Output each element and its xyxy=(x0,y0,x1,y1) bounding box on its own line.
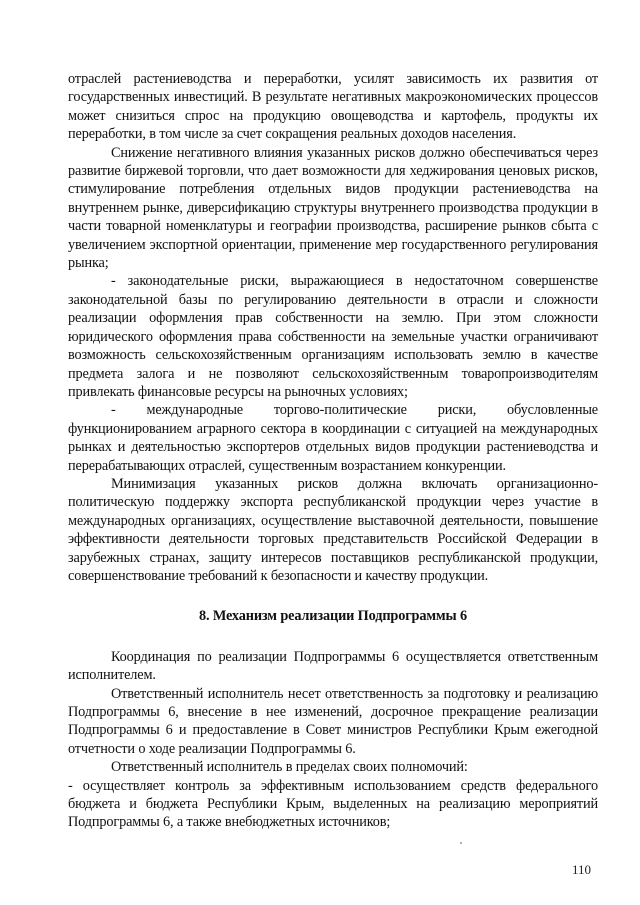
paragraph: Минимизация указанных рисков должна включать организационно-политическую поддержку экспорта республиканской продукции через участие в международных организациях, осуществление выставочной деятельности, повышение эффективности деятельности торговых представительств Российской Федерации в зарубежных странах, защиту интересов поставщиков республиканской продукции, совершенствование требований к безопасности и качеству продукции. xyxy=(68,475,598,584)
body-text xyxy=(68,70,598,832)
section-heading: 8. Механизм реализации Подпрограммы 6 xyxy=(199,608,467,625)
page-number: 110 xyxy=(572,862,592,877)
paragraph: Ответственный исполнитель в пределах своих полномочий: xyxy=(111,759,468,776)
paragraph: Снижение негативного влияния указанных рисков должно обеспечиваться через развитие биржевой торговли, что дает возможности для хеджирования ценовых рисков, стимулирование потребления отдельных видов продукции растениеводства на внутреннем рынке, диверсификацию структуры внутреннего производства продукции в части товарной номенклатуры и географии производства, расширение рынков сбыта с увеличением экспортной ориентации, применение мер государственного регулирования рынка; xyxy=(68,144,598,272)
paragraph: Ответственный исполнитель несет ответственность за подготовку и реализацию Подпрограммы 6, внесение в нее изменений, досрочное прекращение реализации Подпрограммы 6 и предоставление в Совет министров Республики Крым ежегодной отчетности о ходе реализации Подпрограммы 6. xyxy=(68,685,598,757)
paragraph: - законодательные риски, выражающиеся в недостаточном совершенстве законодательной базы по регулированию деятельности в отрасли и сложности реализации оформления прав собственности на землю. При этом сложности юридического оформления права собственности на земельные участки ограничивают возможность сельскохозяйственным организациям использовать землю в качестве предмета залога и не позволяют сельскохозяйственным товаропроизводителям привлекать финансовые ресурсы на рыночных условиях; xyxy=(68,273,598,400)
paragraph: - международные торгово-политические риски, обусловленные функционированием аграрного сектора в координации с ситуацией на международных рынках и деятельностью экспортеров отдельных видов продукции растениеводства и перерабатывающих отраслей, существенным возрастанием конкуренции. xyxy=(68,402,598,474)
paragraph: Координация по реализации Подпрограммы 6 осуществляется ответственным исполнителем. xyxy=(68,648,598,684)
paragraph: - осуществляет контроль за эффективным использованием средств федерального бюджета и бюджета Республики Крым, выделенных на реализацию мероприятий Подпрограммы 6, а также внебюджетных источников; xyxy=(68,777,598,831)
paragraph: отраслей растениеводства и переработки, усилят зависимость их развития от государственных инвестиций. В результате негативных макроэкономических процессов может снизиться спрос на продукцию овощеводства и картофель, продукты их переработки, в том числе за счет сокращения реальных доходов населения. xyxy=(68,71,598,143)
scan-speck xyxy=(460,842,462,844)
